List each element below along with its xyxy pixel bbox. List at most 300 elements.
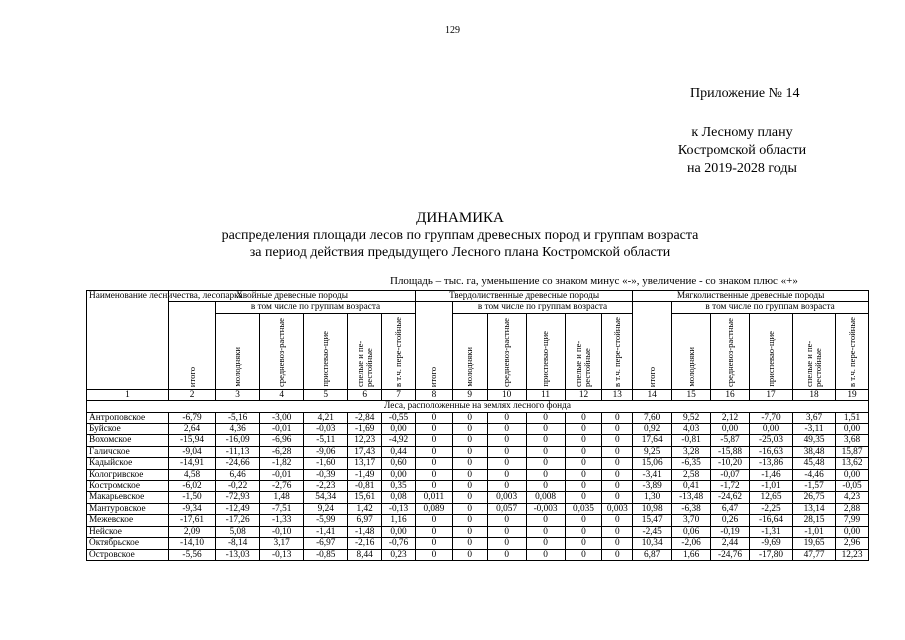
table-cell: -13,48 bbox=[672, 492, 711, 503]
table-cell: 0 bbox=[526, 412, 565, 423]
age-column-label: молодняки bbox=[464, 347, 475, 387]
table-cell: 3,70 bbox=[672, 515, 711, 526]
forestry-name: Октябрьское bbox=[87, 538, 169, 549]
table-cell: -24,76 bbox=[711, 549, 750, 560]
age-column-header bbox=[348, 313, 382, 389]
table-cell: 0 bbox=[452, 538, 487, 549]
table-cell: 1,16 bbox=[382, 515, 416, 526]
table-row bbox=[87, 503, 869, 514]
table-cell: -6,96 bbox=[260, 435, 304, 446]
age-column-header bbox=[452, 313, 487, 389]
appendix-title: Приложение № 14 bbox=[690, 86, 800, 101]
column-number: 11 bbox=[526, 389, 565, 400]
table-cell: -1,82 bbox=[260, 458, 304, 469]
table-cell: 0 bbox=[452, 526, 487, 537]
table-cell: 0 bbox=[565, 538, 602, 549]
col-total-label: итого bbox=[646, 366, 657, 387]
table-cell: 45,48 bbox=[793, 458, 836, 469]
table-cell: 0,60 bbox=[382, 458, 416, 469]
column-number: 14 bbox=[633, 389, 672, 400]
table-cell: 0 bbox=[526, 435, 565, 446]
table-header bbox=[87, 291, 869, 401]
table-cell: -4,46 bbox=[793, 469, 836, 480]
table-cell: 0 bbox=[452, 503, 487, 514]
table-row bbox=[87, 458, 869, 469]
table-cell: -25,03 bbox=[750, 435, 793, 446]
table-cell: 2,12 bbox=[711, 412, 750, 423]
table-cell: -0,01 bbox=[260, 424, 304, 435]
col-total-header bbox=[168, 302, 215, 389]
age-column-label: молодняки bbox=[685, 347, 696, 387]
table-cell: 15,47 bbox=[633, 515, 672, 526]
table-cell: -7,70 bbox=[750, 412, 793, 423]
appendix-line: Костромской области bbox=[677, 143, 807, 158]
table-row bbox=[87, 469, 869, 480]
table-cell: 0 bbox=[487, 412, 526, 423]
table-cell: -24,66 bbox=[216, 458, 260, 469]
document-title bbox=[150, 210, 770, 261]
forestry-name: Нейское bbox=[87, 526, 169, 537]
table-cell: 0 bbox=[415, 481, 452, 492]
table-cell: 0 bbox=[487, 469, 526, 480]
table-cell: 0,23 bbox=[382, 549, 416, 560]
table-cell: -1,69 bbox=[348, 424, 382, 435]
table-cell: 5,08 bbox=[216, 526, 260, 537]
table-cell: -16,64 bbox=[750, 515, 793, 526]
table-row bbox=[87, 435, 869, 446]
table-cell: -0,07 bbox=[711, 469, 750, 480]
table-cell: -3,89 bbox=[633, 481, 672, 492]
table-cell: -5,99 bbox=[304, 515, 348, 526]
table-row bbox=[87, 492, 869, 503]
column-number: 18 bbox=[793, 389, 836, 400]
col-total-header bbox=[633, 302, 672, 389]
column-number: 7 bbox=[382, 389, 416, 400]
table-cell: -0,13 bbox=[382, 503, 416, 514]
age-column-label: средневоз-растные bbox=[724, 317, 735, 387]
table-cell: -3,41 bbox=[633, 469, 672, 480]
table-cell: 0 bbox=[565, 526, 602, 537]
age-column-header bbox=[565, 313, 602, 389]
age-column-label: приспевао-щие bbox=[320, 331, 331, 387]
table-cell: -6,97 bbox=[304, 538, 348, 549]
table-cell: -9,06 bbox=[304, 446, 348, 457]
table-cell: 0 bbox=[415, 412, 452, 423]
table-cell: -2,25 bbox=[750, 503, 793, 514]
table-cell: 0,00 bbox=[836, 469, 869, 480]
table-cell: 0 bbox=[565, 412, 602, 423]
forestry-name: Галичское bbox=[87, 446, 169, 457]
forestry-name: Антроповское bbox=[87, 412, 169, 423]
table-cell: 13,14 bbox=[793, 503, 836, 514]
table-cell: -0,85 bbox=[304, 549, 348, 560]
age-column-header bbox=[526, 313, 565, 389]
table-cell: 0 bbox=[415, 446, 452, 457]
table-cell: 0 bbox=[602, 469, 633, 480]
table-cell: -14,91 bbox=[168, 458, 215, 469]
table-cell: -72,93 bbox=[216, 492, 260, 503]
age-column-label: средневоз-растные bbox=[276, 317, 287, 387]
table-cell: -0,03 bbox=[304, 424, 348, 435]
column-number: 19 bbox=[836, 389, 869, 400]
table-cell: 6,46 bbox=[216, 469, 260, 480]
table-cell: 1,42 bbox=[348, 503, 382, 514]
table-row bbox=[87, 526, 869, 537]
table-cell: 49,35 bbox=[793, 435, 836, 446]
table-cell: 0 bbox=[565, 435, 602, 446]
table-cell: -2,45 bbox=[633, 526, 672, 537]
column-number: 1 bbox=[87, 389, 169, 400]
table-cell: 0 bbox=[565, 492, 602, 503]
table-cell: 0,44 bbox=[382, 446, 416, 457]
age-subgroup-header: в том числе по группам возраста bbox=[452, 302, 632, 313]
table-cell: 13,62 bbox=[836, 458, 869, 469]
table-cell: 0 bbox=[602, 515, 633, 526]
table-cell: 0 bbox=[452, 481, 487, 492]
table-cell: 4,58 bbox=[168, 469, 215, 480]
age-column-label: в т.ч. пере-стойные bbox=[611, 316, 622, 387]
title-main: ДИНАМИКА bbox=[416, 210, 504, 226]
table-cell: 0 bbox=[565, 481, 602, 492]
table-cell: 0 bbox=[526, 424, 565, 435]
table-cell: 0 bbox=[526, 526, 565, 537]
column-number: 9 bbox=[452, 389, 487, 400]
table-row bbox=[87, 549, 869, 560]
column-number: 6 bbox=[348, 389, 382, 400]
table-cell: -1,41 bbox=[304, 526, 348, 537]
table-cell: 0,00 bbox=[382, 526, 416, 537]
table-cell: 0 bbox=[487, 515, 526, 526]
age-column-label: молодняки bbox=[232, 347, 243, 387]
table-cell: -9,34 bbox=[168, 503, 215, 514]
table-cell: 2,58 bbox=[672, 469, 711, 480]
table-cell: -8,14 bbox=[216, 538, 260, 549]
table-cell: 0 bbox=[602, 526, 633, 537]
table-cell: -3,00 bbox=[260, 412, 304, 423]
table-cell: 0 bbox=[415, 469, 452, 480]
table-cell: 0 bbox=[452, 458, 487, 469]
table-cell: 0 bbox=[452, 446, 487, 457]
table-cell: 13,17 bbox=[348, 458, 382, 469]
table-cell: -2,16 bbox=[348, 538, 382, 549]
table-cell: 0 bbox=[565, 458, 602, 469]
table-cell: 0 bbox=[602, 538, 633, 549]
column-number: 5 bbox=[304, 389, 348, 400]
table-cell: 26,75 bbox=[793, 492, 836, 503]
table-cell: -0,81 bbox=[672, 435, 711, 446]
age-column-header bbox=[793, 313, 836, 389]
table-cell: -13,03 bbox=[216, 549, 260, 560]
table-cell: -0,003 bbox=[526, 503, 565, 514]
forestry-name: Островское bbox=[87, 549, 169, 560]
table-cell: -5,11 bbox=[304, 435, 348, 446]
col-total-label: итого bbox=[428, 366, 439, 387]
table-cell: 2,44 bbox=[711, 538, 750, 549]
table-cell: 12,23 bbox=[348, 435, 382, 446]
table-cell: -2,84 bbox=[348, 412, 382, 423]
table-cell: -7,51 bbox=[260, 503, 304, 514]
table-cell: 0 bbox=[526, 458, 565, 469]
table-cell: -0,22 bbox=[216, 481, 260, 492]
table-cell: 0 bbox=[526, 446, 565, 457]
table-cell: 10,98 bbox=[633, 503, 672, 514]
table-cell: -6,79 bbox=[168, 412, 215, 423]
table-cell: 47,77 bbox=[793, 549, 836, 560]
table-cell: 28,15 bbox=[793, 515, 836, 526]
table-cell: -1,48 bbox=[348, 526, 382, 537]
table-cell: -1,01 bbox=[793, 526, 836, 537]
table-cell: -1,46 bbox=[750, 469, 793, 480]
table-cell: 6,87 bbox=[633, 549, 672, 560]
table-cell: 2,64 bbox=[168, 424, 215, 435]
page-number: 129 bbox=[445, 25, 460, 36]
appendix-line: к Лесному плану bbox=[691, 125, 793, 140]
table-cell: -6,35 bbox=[672, 458, 711, 469]
column-numbers-row bbox=[87, 389, 869, 400]
table-cell: 3,17 bbox=[260, 538, 304, 549]
table-cell: -24,62 bbox=[711, 492, 750, 503]
column-number: 15 bbox=[672, 389, 711, 400]
table-cell: -16,63 bbox=[750, 446, 793, 457]
table-cell: 0 bbox=[526, 515, 565, 526]
column-number: 16 bbox=[711, 389, 750, 400]
table-cell: 54,34 bbox=[304, 492, 348, 503]
table-cell: 0,26 bbox=[711, 515, 750, 526]
table-cell: 0,00 bbox=[711, 424, 750, 435]
table-cell: 0 bbox=[452, 549, 487, 560]
table-cell: -5,87 bbox=[711, 435, 750, 446]
table-cell: -15,88 bbox=[711, 446, 750, 457]
table-cell: 0 bbox=[526, 538, 565, 549]
table-cell: 3,67 bbox=[793, 412, 836, 423]
column-number: 13 bbox=[602, 389, 633, 400]
table-cell: 0 bbox=[602, 481, 633, 492]
table-cell: 19,65 bbox=[793, 538, 836, 549]
table-cell: 0 bbox=[602, 412, 633, 423]
table-cell: 0 bbox=[487, 481, 526, 492]
table-cell: 0 bbox=[415, 515, 452, 526]
table-cell: 0 bbox=[452, 412, 487, 423]
table-cell: -5,16 bbox=[216, 412, 260, 423]
section-header: Леса, расположенные на землях лесного фонда bbox=[87, 401, 869, 412]
table-cell: -17,80 bbox=[750, 549, 793, 560]
table-row bbox=[87, 446, 869, 457]
column-number: 12 bbox=[565, 389, 602, 400]
table-cell: 0,003 bbox=[487, 492, 526, 503]
table-cell: -4,92 bbox=[382, 435, 416, 446]
table-cell: 8,44 bbox=[348, 549, 382, 560]
table-cell: 0 bbox=[565, 515, 602, 526]
table-row bbox=[87, 538, 869, 549]
table-cell: 0,08 bbox=[382, 492, 416, 503]
table-cell: -17,26 bbox=[216, 515, 260, 526]
table-cell: 0 bbox=[602, 446, 633, 457]
table-cell: -2,23 bbox=[304, 481, 348, 492]
table-cell: 0 bbox=[602, 424, 633, 435]
table-cell: -11,13 bbox=[216, 446, 260, 457]
forestry-name: Вохомское bbox=[87, 435, 169, 446]
table-cell: -9,04 bbox=[168, 446, 215, 457]
appendix-reference bbox=[652, 124, 832, 178]
title-line-3: за период действия предыдущего Лесного плана Костромской области bbox=[249, 245, 671, 260]
table-cell: -2,76 bbox=[260, 481, 304, 492]
table-cell: -2,06 bbox=[672, 538, 711, 549]
group-header-softwood: Мягколиственные древесные породы bbox=[633, 291, 869, 302]
table-cell: 12,23 bbox=[836, 549, 869, 560]
table-cell: -0,01 bbox=[260, 469, 304, 480]
forestry-name: Кологривское bbox=[87, 469, 169, 480]
appendix-line: на 2019-2028 годы bbox=[687, 161, 797, 176]
table-cell: 0,003 bbox=[602, 503, 633, 514]
table-cell: 4,21 bbox=[304, 412, 348, 423]
age-subgroup-header: в том числе по группам возраста bbox=[672, 302, 869, 313]
table-cell: 0 bbox=[487, 458, 526, 469]
table-cell: 7,60 bbox=[633, 412, 672, 423]
table-cell: 0,035 bbox=[565, 503, 602, 514]
table-cell: -16,09 bbox=[216, 435, 260, 446]
table-cell: 0,089 bbox=[415, 503, 452, 514]
table-row bbox=[87, 481, 869, 492]
table-cell: -10,20 bbox=[711, 458, 750, 469]
table-cell: -6,02 bbox=[168, 481, 215, 492]
table-cell: -5,56 bbox=[168, 549, 215, 560]
column-number: 10 bbox=[487, 389, 526, 400]
forestry-name: Буйское bbox=[87, 424, 169, 435]
table-cell: 6,47 bbox=[711, 503, 750, 514]
table-cell: 0,00 bbox=[750, 424, 793, 435]
table-cell: 1,48 bbox=[260, 492, 304, 503]
table-cell: 0 bbox=[602, 458, 633, 469]
age-column-label: спелые и пе-рестойные bbox=[573, 340, 593, 387]
table-cell: 0,41 bbox=[672, 481, 711, 492]
table-cell: -1,57 bbox=[793, 481, 836, 492]
table-cell: 15,61 bbox=[348, 492, 382, 503]
table-cell: 0 bbox=[452, 435, 487, 446]
column-number: 8 bbox=[415, 389, 452, 400]
forestry-name: Костромское bbox=[87, 481, 169, 492]
table-cell: 0 bbox=[487, 538, 526, 549]
col-total-label: итого bbox=[186, 366, 197, 387]
forestry-name: Макарьевское bbox=[87, 492, 169, 503]
table-cell: 0 bbox=[452, 515, 487, 526]
units-note: Площадь – тыс. га, уменьшение со знаком минус «-», увеличение - со знаком плюс «+» bbox=[390, 275, 798, 287]
table-cell: -1,72 bbox=[711, 481, 750, 492]
age-column-header bbox=[836, 313, 869, 389]
table-cell: -0,39 bbox=[304, 469, 348, 480]
table-cell: 3,68 bbox=[836, 435, 869, 446]
table-cell: -0,81 bbox=[348, 481, 382, 492]
table-cell: -13,86 bbox=[750, 458, 793, 469]
table-cell: 0 bbox=[602, 492, 633, 503]
column-number: 3 bbox=[216, 389, 260, 400]
table-cell: 9,24 bbox=[304, 503, 348, 514]
title-line-2: распределения площади лесов по группам древесных пород и группам возраста bbox=[221, 228, 699, 243]
forestry-name: Межевское bbox=[87, 515, 169, 526]
table-cell: -0,55 bbox=[382, 412, 416, 423]
table-cell: 7,99 bbox=[836, 515, 869, 526]
age-column-header bbox=[672, 313, 711, 389]
table-cell: -1,50 bbox=[168, 492, 215, 503]
age-column-label: приспевао-щие bbox=[765, 331, 776, 387]
table-cell: -15,94 bbox=[168, 435, 215, 446]
name-column-header: Наименование лесничества, лесопарка bbox=[87, 291, 169, 390]
age-column-label: в т.ч. пере-стойные bbox=[393, 316, 404, 387]
table-cell: 3,28 bbox=[672, 446, 711, 457]
table-cell: 0 bbox=[415, 435, 452, 446]
table-cell: -3,11 bbox=[793, 424, 836, 435]
age-column-label: средневоз-растные bbox=[501, 317, 512, 387]
table-cell: -0,19 bbox=[711, 526, 750, 537]
table-cell: 10,34 bbox=[633, 538, 672, 549]
table-cell: 4,23 bbox=[836, 492, 869, 503]
table-cell: 0 bbox=[452, 424, 487, 435]
table-cell: 0 bbox=[526, 469, 565, 480]
table-cell: 0 bbox=[415, 538, 452, 549]
age-column-header bbox=[304, 313, 348, 389]
age-column-header bbox=[216, 313, 260, 389]
table-cell: 0,057 bbox=[487, 503, 526, 514]
table-cell: 0 bbox=[526, 481, 565, 492]
table-cell: 4,36 bbox=[216, 424, 260, 435]
table-row bbox=[87, 412, 869, 423]
age-column-label: спелые и пе-рестойные bbox=[354, 340, 374, 387]
table-cell: 1,51 bbox=[836, 412, 869, 423]
table-cell: 0,00 bbox=[382, 469, 416, 480]
table-cell: 0 bbox=[487, 424, 526, 435]
table-cell: 0,00 bbox=[836, 526, 869, 537]
table-cell: 0 bbox=[565, 549, 602, 560]
table-cell: 2,09 bbox=[168, 526, 215, 537]
table-cell: 0 bbox=[602, 435, 633, 446]
group-header-hardwood: Твердолиственные древесные породы bbox=[415, 291, 632, 302]
table-cell: 0 bbox=[415, 549, 452, 560]
table-cell: 1,30 bbox=[633, 492, 672, 503]
age-column-header bbox=[487, 313, 526, 389]
age-column-header bbox=[750, 313, 793, 389]
table-cell: 0 bbox=[452, 492, 487, 503]
table-cell: 15,87 bbox=[836, 446, 869, 457]
table-cell: 2,96 bbox=[836, 538, 869, 549]
table-cell: 1,66 bbox=[672, 549, 711, 560]
column-number: 17 bbox=[750, 389, 793, 400]
table-cell: 6,97 bbox=[348, 515, 382, 526]
table-cell: -1,01 bbox=[750, 481, 793, 492]
table-cell: 0 bbox=[415, 458, 452, 469]
column-number: 4 bbox=[260, 389, 304, 400]
group-header-coniferous: Хвойные древесные породы bbox=[168, 291, 415, 302]
forestry-name: Мантуровское bbox=[87, 503, 169, 514]
table-cell: 0 bbox=[487, 435, 526, 446]
table-cell: 0 bbox=[415, 526, 452, 537]
age-column-label: приспевао-щие bbox=[540, 331, 551, 387]
table-cell: 15,06 bbox=[633, 458, 672, 469]
table-cell: 9,25 bbox=[633, 446, 672, 457]
table-cell: -0,76 bbox=[382, 538, 416, 549]
table-cell: -6,28 bbox=[260, 446, 304, 457]
table-cell: 4,03 bbox=[672, 424, 711, 435]
age-column-header bbox=[382, 313, 416, 389]
table-cell: 17,43 bbox=[348, 446, 382, 457]
table-cell: 0,00 bbox=[382, 424, 416, 435]
table-cell: -0,05 bbox=[836, 481, 869, 492]
column-number: 2 bbox=[168, 389, 215, 400]
table-cell: 17,64 bbox=[633, 435, 672, 446]
forestry-name: Кадыйское bbox=[87, 458, 169, 469]
dynamics-table bbox=[86, 290, 869, 561]
age-column-header bbox=[602, 313, 633, 389]
age-column-label: спелые и пе-рестойные bbox=[804, 340, 824, 387]
table-cell: 2,88 bbox=[836, 503, 869, 514]
